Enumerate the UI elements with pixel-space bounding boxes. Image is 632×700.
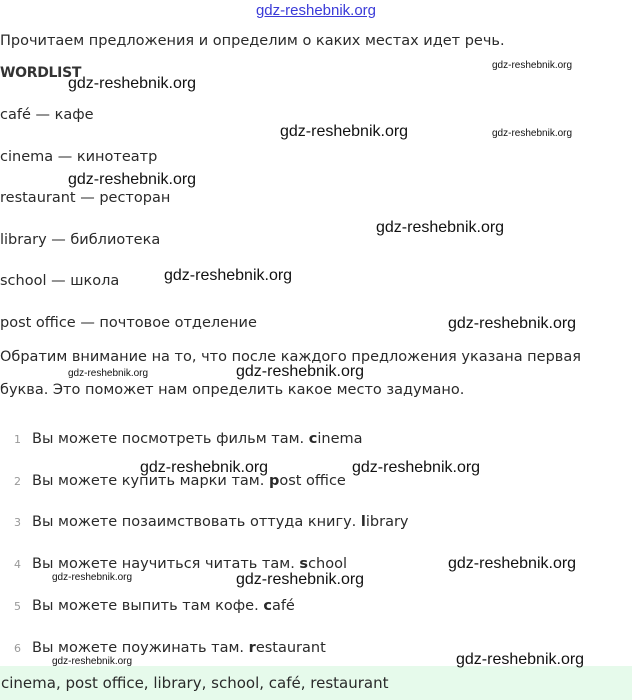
wordlist-item: library — библиотека [0,232,161,248]
question-answer-rest: inema [317,431,363,447]
question-text: Вы можете купить марки там. [32,473,265,489]
question-text: Вы можете научиться читать там. [32,556,295,572]
question-answer-first-letter: l [360,514,366,530]
question-item [0,640,326,656]
question-answer-rest: afé [271,598,295,614]
watermark: gdz-reshebnik.org [68,368,149,379]
question-answer-first-letter: r [248,640,256,656]
question-answer-rest: estaurant [255,640,326,656]
question-number: 4 [14,558,21,571]
question-answer-first-letter: p [268,473,280,489]
question-answer-first-letter: s [299,556,309,572]
question-text: Вы можете посмотреть фильм там. [32,431,305,447]
intro-text: Прочитаем предложения и определим о каких местах идет речь. [0,33,505,49]
wordlist-item: school — школа [0,273,120,289]
watermark: gdz-reshebnik.org [492,128,573,139]
watermark: gdz-reshebnik.org [52,572,133,583]
question-text: Вы можете позаимствовать оттуда книгу. [32,514,357,530]
question-answer-rest: ibrary [365,514,409,530]
question-number: 2 [14,475,21,488]
watermark: gdz-reshebnik.org [352,459,481,476]
watermark: gdz-reshebnik.org [376,219,505,236]
question-item [0,598,295,614]
site-header-link[interactable]: gdz-reshebnik.org [255,2,377,19]
note-text: Обратим внимание на то, что после каждого предложения указана первая буква. Это поможет нам определить какое место задумано. [0,349,581,398]
question-number: 3 [14,516,21,529]
watermark: gdz-reshebnik.org [280,123,409,140]
watermark: gdz-reshebnik.org [456,651,585,668]
watermark: gdz-reshebnik.org [68,171,197,188]
watermark: gdz-reshebnik.org [492,60,573,71]
wordlist-heading: WORDLIST [0,65,82,81]
wordlist-item: post office — почтовое отделение [0,315,257,331]
watermark: gdz-reshebnik.org [236,363,365,380]
question-text: Вы можете поужинать там. [32,640,245,656]
watermark: gdz-reshebnik.org [140,459,269,476]
question-text: Вы можете выпить там кофе. [32,598,259,614]
watermark: gdz-reshebnik.org [52,656,133,667]
wordlist-item: restaurant — ресторан [0,190,171,206]
watermark: gdz-reshebnik.org [236,571,365,588]
question-item [0,556,347,572]
question-item [0,431,363,447]
question-answer-first-letter: c [308,431,318,447]
wordlist-item: café — кафе [0,107,94,123]
watermark: gdz-reshebnik.org [448,555,577,572]
wordlist-item: cinema — кинотеатр [0,149,158,165]
watermark: gdz-reshebnik.org [68,75,197,92]
question-number: 1 [14,433,21,446]
question-answer-first-letter: c [263,598,272,614]
question-number: 5 [14,600,21,613]
watermark: gdz-reshebnik.org [164,267,293,284]
question-item [0,514,409,530]
question-answer-rest: ost office [279,473,346,489]
watermark: gdz-reshebnik.org [448,315,577,332]
question-number: 6 [14,642,21,655]
question-answer-rest: chool [308,556,347,572]
answer-bar: cinema, post office, library, school, café, restaurant [0,666,632,700]
